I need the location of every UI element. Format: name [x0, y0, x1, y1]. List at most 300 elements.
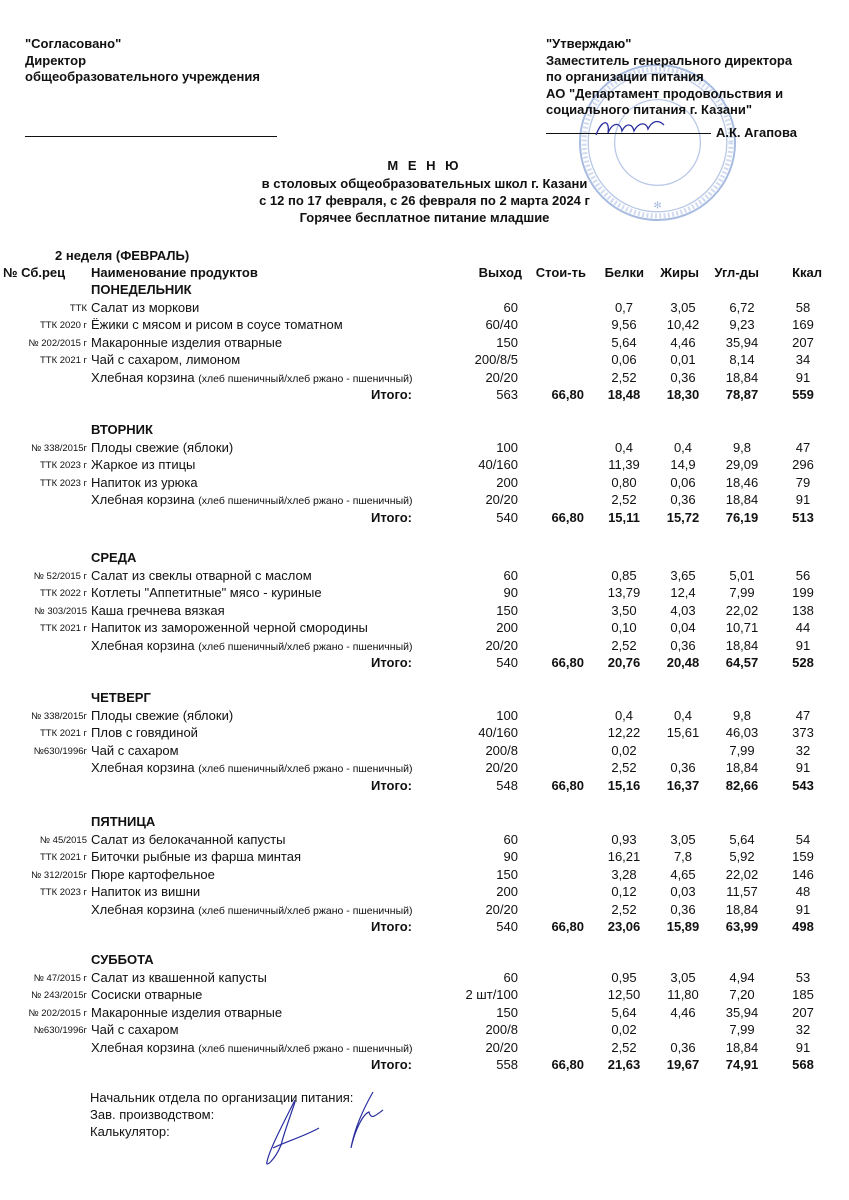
cell-output: 20/20	[485, 369, 518, 385]
dish-name	[91, 849, 301, 864]
cell-fat: 0,36	[670, 369, 696, 385]
cell-protein: 0,02	[611, 1022, 637, 1037]
cell-kcal: 169	[792, 317, 814, 332]
total-row	[0, 919, 849, 936]
cell-output: 60/40	[485, 317, 518, 332]
approval-left-org: общеобразовательного учреждения	[25, 69, 260, 84]
cell-protein: 3,28	[611, 866, 637, 882]
dish-name	[91, 475, 198, 490]
cell-fat: 10,42	[666, 317, 700, 332]
cell-kcal: 91	[795, 760, 811, 775]
recipe-code: №630/1996г	[33, 1025, 87, 1036]
cell-kcal: 199	[792, 585, 814, 600]
total-row	[0, 510, 849, 527]
dish-name	[91, 902, 412, 917]
dish-name-text: Напиток из замороженной черной смородины	[91, 620, 368, 635]
cell-output: 20/20	[485, 901, 518, 917]
cell-kcal: 32	[795, 742, 811, 758]
cell-fat: 15,61	[666, 725, 700, 740]
cell-output: 60	[503, 567, 518, 583]
cell-fat: 4,46	[670, 334, 696, 350]
cell-output: 20/20	[485, 760, 518, 775]
dish-note: (хлеб пшеничный/хлеб ржано - пшеничный)	[198, 1042, 413, 1055]
cell-output: 2 шт/100	[465, 987, 518, 1002]
cell-carbs: 18,84	[725, 637, 759, 653]
cell-carbs: 18,84	[725, 492, 759, 507]
dish-note: (хлеб пшеничный/хлеб ржано - пшеничный)	[198, 640, 413, 653]
approval-left	[25, 36, 260, 86]
approval-signer: А.К. Агапова	[716, 125, 798, 140]
dish-name	[91, 370, 412, 385]
total-cost: 66,80	[551, 1057, 584, 1072]
cell-kcal: 34	[795, 352, 811, 367]
cell-protein: 0,02	[611, 742, 637, 758]
recipe-code: №630/1996г	[33, 745, 87, 757]
cell-fat: 0,36	[670, 492, 696, 507]
dish-name	[91, 1040, 412, 1055]
cell-kcal: 53	[795, 969, 811, 985]
dish-name	[91, 440, 233, 455]
week-label: 2 неделя (ФЕВРАЛЬ)	[55, 248, 190, 263]
dish-name	[91, 743, 179, 758]
dish-name-text: Хлебная корзина	[91, 369, 199, 385]
header-cost: Стои-ть	[535, 265, 586, 280]
recipe-code: ТТК 2022 г	[39, 588, 87, 599]
cell-carbs: 18,84	[725, 369, 759, 385]
cell-fat: 0,01	[670, 352, 696, 367]
cell-protein: 13,79	[607, 585, 641, 600]
header-fat: Жиры	[660, 265, 699, 280]
header-output: Выход	[478, 265, 522, 280]
recipe-code: ТТК 2021 г	[39, 623, 87, 634]
header-carbs: Угл-ды	[714, 265, 759, 280]
cell-fat: 4,46	[670, 1004, 696, 1020]
cell-kcal: 138	[792, 602, 814, 618]
dish-name	[91, 970, 267, 985]
dish-name	[91, 317, 343, 332]
cell-kcal: 79	[795, 474, 811, 490]
table-row	[0, 352, 849, 369]
table-row	[0, 725, 849, 742]
cell-carbs: 11,57	[726, 884, 758, 899]
recipe-code: № 45/2015	[39, 834, 87, 846]
cell-carbs: 9,8	[732, 439, 752, 455]
table-row	[0, 475, 849, 492]
cell-protein: 2,52	[611, 637, 637, 653]
approval-right	[546, 36, 792, 119]
cell-protein: 0,10	[611, 620, 637, 635]
dish-name-text: Хлебная корзина	[91, 637, 199, 653]
cell-protein: 11,39	[608, 457, 640, 472]
approval-right-dept: по организации питания	[546, 69, 704, 84]
footer-calculator: Калькулятор:	[90, 1124, 170, 1139]
recipe-code: ТТК	[69, 302, 87, 314]
recipe-code: ТТК 2023 г	[39, 477, 87, 489]
subtitle-line-1: в столовых общеобразовательных школ г. Казани	[261, 176, 588, 191]
cell-output: 150	[496, 1004, 518, 1020]
total-fat: 20,48	[666, 655, 700, 670]
cell-kcal: 44	[795, 620, 811, 635]
cell-fat: 12,4	[670, 585, 696, 600]
table-row	[0, 1022, 849, 1039]
dish-name	[91, 725, 198, 740]
cell-kcal: 207	[792, 334, 814, 350]
dish-name-text: Плов с говядиной	[91, 725, 198, 740]
cell-protein: 2,52	[611, 760, 637, 775]
cell-carbs: 9,8	[732, 707, 752, 723]
cell-output: 90	[503, 585, 518, 600]
subtitle-line-2: с 12 по 17 февраля, с 26 февраля по 2 марта 2024 г	[259, 193, 590, 208]
cell-fat: 0,36	[670, 637, 696, 653]
dish-name	[91, 457, 195, 472]
table-row	[0, 492, 849, 509]
cell-kcal: 91	[795, 901, 811, 917]
day-name: ВТОРНИК	[91, 422, 153, 437]
cell-carbs: 5,64	[729, 831, 755, 847]
dish-name-text: Хлебная корзина	[91, 760, 199, 775]
dish-note: (хлеб пшеничный/хлеб ржано - пшеничный)	[198, 763, 413, 775]
cell-protein: 0,93	[611, 831, 637, 847]
cell-output: 20/20	[485, 492, 518, 507]
cell-output: 200	[496, 474, 518, 490]
recipe-code: № 312/2015г	[31, 869, 87, 881]
table-row	[0, 603, 849, 620]
dish-name	[91, 884, 200, 899]
total-label: Итого:	[371, 1057, 412, 1072]
dish-name	[91, 620, 368, 635]
table-row	[0, 832, 849, 849]
cell-protein: 0,80	[611, 474, 637, 490]
table-row	[0, 902, 849, 919]
table-row	[0, 884, 849, 901]
cell-protein: 0,12	[611, 884, 637, 899]
total-carbs: 74,91	[725, 1057, 759, 1072]
cell-protein: 0,85	[611, 567, 637, 583]
cell-output: 90	[503, 849, 518, 864]
cell-output: 200/8	[485, 742, 518, 758]
approval-left-title: "Согласовано"	[25, 36, 122, 51]
cell-kcal: 54	[795, 831, 811, 847]
document-subtitle	[0, 175, 849, 226]
dish-name	[91, 492, 412, 507]
cell-kcal: 91	[795, 637, 811, 653]
day-heading-row	[0, 282, 849, 299]
cell-carbs: 5,01	[729, 567, 755, 583]
cell-carbs: 6,72	[729, 299, 755, 315]
table-row	[0, 1040, 849, 1057]
cell-output: 20/20	[485, 1039, 518, 1055]
cell-carbs: 7,99	[729, 585, 755, 600]
cell-carbs: 35,94	[725, 1004, 759, 1020]
cell-fat: 7,8	[673, 849, 693, 864]
cell-kcal: 56	[795, 567, 811, 583]
cell-output: 100	[496, 707, 518, 723]
total-protein: 15,16	[607, 777, 641, 793]
dish-note: (хлеб пшеничный/хлеб ржано - пшеничный)	[198, 372, 413, 385]
cell-output: 20/20	[485, 637, 518, 653]
recipe-code: № 338/2015г	[31, 710, 87, 722]
cell-carbs: 22,02	[725, 602, 759, 618]
table-row	[0, 335, 849, 352]
dish-name-text: Макаронные изделия отварные	[91, 1004, 283, 1020]
dish-name-text: Сосиски отварные	[91, 987, 203, 1002]
cell-kcal: 47	[795, 707, 811, 723]
total-cost: 66,80	[551, 655, 584, 670]
dish-name	[91, 352, 240, 367]
cell-kcal: 58	[795, 299, 811, 315]
dish-name-text: Биточки рыбные из фарша минтая	[91, 849, 301, 864]
dish-name-text: Каша гречнева вязкая	[91, 602, 225, 618]
dish-name	[91, 1022, 179, 1037]
total-kcal: 568	[792, 1057, 814, 1072]
dish-name	[91, 1005, 282, 1020]
table-row	[0, 970, 849, 987]
cell-protein: 0,7	[614, 299, 634, 315]
total-cost: 66,80	[551, 387, 584, 402]
dish-name-text: Ёжики с мясом и рисом в соусе томатном	[91, 317, 343, 332]
dish-name	[91, 708, 233, 723]
cell-output: 200/8/5	[474, 352, 518, 367]
total-protein: 20,76	[607, 655, 641, 670]
approval-right-position: Заместитель генерального директора	[546, 52, 793, 68]
dish-name-text: Чай с сахаром, лимоном	[91, 352, 241, 367]
table-row	[0, 638, 849, 655]
dish-note: (хлеб пшеничный/хлеб ржано - пшеничный)	[198, 495, 413, 507]
cell-kcal: 207	[792, 1004, 814, 1020]
dish-name-text: Хлебная корзина	[91, 1039, 199, 1055]
dish-name	[91, 638, 412, 653]
total-protein: 15,11	[608, 509, 640, 525]
total-fat: 19,67	[666, 1057, 700, 1072]
dish-name-text: Салат из белокачанной капусты	[91, 831, 286, 847]
cell-protein: 16,21	[607, 849, 641, 864]
total-kcal: 498	[792, 919, 814, 934]
header-protein: Белки	[604, 265, 644, 280]
signature-icon	[592, 115, 672, 141]
header-code: № Сб.рец	[3, 265, 66, 280]
dish-name-text: Жаркое из птицы	[91, 457, 196, 472]
total-kcal: 513	[792, 509, 814, 525]
total-output: 563	[496, 387, 518, 402]
total-output: 540	[496, 655, 518, 670]
recipe-code: № 202/2015 г	[28, 337, 87, 349]
recipe-code: № 338/2015г	[31, 442, 87, 454]
cell-fat: 0,03	[670, 884, 696, 899]
dish-name-text: Напиток из вишни	[91, 884, 201, 899]
dish-name-text: Чай с сахаром	[91, 1022, 179, 1037]
cell-protein: 9,56	[611, 317, 637, 332]
recipe-code: ТТК 2023 г	[39, 460, 87, 471]
recipe-code: № 243/2015г	[31, 990, 87, 1001]
recipe-code: № 52/2015 г	[33, 570, 87, 582]
table-row	[0, 370, 849, 387]
cell-fat: 11,80	[667, 987, 699, 1002]
cell-carbs: 29,09	[725, 457, 759, 472]
table-row	[0, 300, 849, 317]
cell-output: 200	[496, 884, 518, 899]
cell-carbs: 7,20	[729, 987, 755, 1002]
total-label: Итого:	[371, 655, 412, 670]
cell-kcal: 91	[795, 1039, 811, 1055]
day-name: ПОНЕДЕЛЬНИК	[91, 282, 192, 297]
recipe-code: № 47/2015 г	[33, 972, 87, 984]
cell-fat: 0,36	[670, 901, 696, 917]
dish-name	[91, 585, 322, 600]
cell-kcal: 32	[795, 1022, 811, 1037]
day-heading-row	[0, 814, 849, 831]
cell-output: 150	[496, 334, 518, 350]
total-row	[0, 778, 849, 795]
total-label: Итого:	[371, 509, 412, 525]
cell-kcal: 47	[795, 439, 811, 455]
table-row	[0, 585, 849, 602]
total-carbs: 64,57	[725, 655, 759, 670]
cell-output: 60	[503, 299, 518, 315]
total-protein: 21,63	[607, 1057, 641, 1072]
dish-name-text: Чай с сахаром	[91, 742, 179, 758]
day-heading-row	[0, 690, 849, 707]
cell-output: 150	[496, 866, 518, 882]
total-kcal: 528	[792, 655, 814, 670]
cell-fat: 4,03	[670, 602, 696, 618]
cell-kcal: 159	[792, 849, 814, 864]
recipe-code: ТТК 2021 г	[39, 355, 87, 366]
table-row	[0, 620, 849, 637]
total-carbs: 76,19	[725, 509, 759, 525]
cell-fat: 0,4	[673, 439, 693, 455]
cell-carbs: 8,14	[729, 352, 755, 367]
total-protein: 23,06	[607, 919, 641, 934]
approval-right-org-cont: социального питания г. Казани"	[546, 102, 753, 117]
cell-carbs: 18,84	[725, 1039, 759, 1055]
cell-fat: 4,65	[670, 866, 696, 882]
total-output: 540	[496, 509, 518, 525]
cell-output: 60	[503, 969, 518, 985]
cell-protein: 0,95	[611, 969, 637, 985]
cell-protein: 12,50	[607, 987, 641, 1002]
table-row	[0, 317, 849, 334]
cell-output: 60	[503, 831, 518, 847]
cell-carbs: 18,84	[725, 901, 759, 917]
cell-carbs: 5,92	[729, 849, 755, 864]
cell-kcal: 373	[792, 725, 814, 740]
cell-protein: 2,52	[611, 492, 637, 507]
dish-name-text: Макаронные изделия отварные	[91, 334, 283, 350]
day-name: ЧЕТВЕРГ	[91, 690, 151, 705]
svg-text:✻: ✻	[653, 200, 662, 212]
cell-fat: 14,9	[670, 457, 696, 472]
table-row	[0, 987, 849, 1004]
cell-fat: 0,36	[670, 1039, 696, 1055]
dish-name-text: Плоды свежие (яблоки)	[91, 439, 234, 455]
cell-kcal: 146	[792, 866, 814, 882]
cell-carbs: 9,23	[729, 317, 755, 332]
cell-carbs: 46,03	[725, 725, 759, 740]
approval-left-position: Директор	[25, 52, 87, 68]
cell-protein: 3,50	[611, 602, 637, 618]
cell-protein: 5,64	[611, 334, 637, 350]
table-header	[0, 265, 849, 282]
dish-name-text: Напиток из урюка	[91, 474, 198, 490]
cell-carbs: 35,94	[725, 334, 759, 350]
footer-head-of-dept: Начальник отдела по организации питания:	[90, 1090, 354, 1105]
cell-carbs: 7,99	[729, 742, 755, 758]
cell-output: 200/8	[485, 1022, 518, 1037]
recipe-code: ТТК 2020 г	[39, 320, 87, 331]
total-carbs: 63,99	[725, 919, 759, 934]
cell-protein: 2,52	[611, 369, 637, 385]
table-row	[0, 457, 849, 474]
dish-name-text: Салат из моркови	[91, 299, 200, 315]
subtitle-line-3: Горячее бесплатное питание младшие	[299, 210, 550, 225]
cell-fat: 3,05	[670, 969, 696, 985]
total-label: Итого:	[371, 919, 412, 934]
dish-note: (хлеб пшеничный/хлеб ржано - пшеничный)	[198, 904, 413, 917]
cell-carbs: 18,46	[725, 474, 759, 490]
table-row	[0, 440, 849, 457]
cell-carbs: 7,99	[729, 1022, 755, 1037]
dish-name-text: Плоды свежие (яблоки)	[91, 707, 234, 723]
table-row	[0, 1005, 849, 1022]
day-heading-row	[0, 550, 849, 567]
recipe-code: ТТК 2023 г	[39, 887, 87, 898]
cell-protein: 2,52	[611, 1039, 637, 1055]
dish-name	[91, 760, 412, 775]
total-row	[0, 655, 849, 672]
cell-output: 40/160	[478, 725, 518, 740]
total-output: 540	[496, 919, 518, 934]
cell-output: 40/160	[478, 457, 518, 472]
recipe-code: ТТК 2021 г	[39, 852, 87, 863]
total-label: Итого:	[371, 777, 412, 793]
table-row	[0, 743, 849, 760]
cell-fat: 3,05	[670, 299, 696, 315]
total-cost: 66,80	[551, 509, 584, 525]
day-heading-row	[0, 422, 849, 439]
dish-name-text: Хлебная корзина	[91, 901, 199, 917]
dish-name	[91, 987, 202, 1002]
cell-fat: 0,04	[670, 620, 696, 635]
cell-kcal: 91	[795, 492, 811, 507]
dish-name-text: Салат из квашенной капусты	[91, 969, 267, 985]
total-cost: 66,80	[551, 919, 584, 934]
total-kcal: 543	[792, 777, 814, 793]
table-row	[0, 760, 849, 777]
cell-protein: 12,22	[607, 725, 641, 740]
total-protein: 18,48	[607, 387, 641, 402]
cell-output: 100	[496, 439, 518, 455]
total-row	[0, 1057, 849, 1074]
dish-name	[91, 335, 282, 350]
dish-name	[91, 603, 225, 618]
dish-name	[91, 300, 199, 315]
total-cost: 66,80	[551, 777, 584, 793]
cell-protein: 0,4	[614, 707, 634, 723]
cell-carbs: 22,02	[725, 866, 759, 882]
cell-kcal: 185	[792, 987, 814, 1002]
total-output: 548	[496, 777, 518, 793]
cell-output: 150	[496, 602, 518, 618]
dish-name-text: Салат из свеклы отварной с маслом	[91, 567, 312, 583]
recipe-code: № 202/2015 г	[28, 1007, 87, 1019]
cell-kcal: 48	[795, 884, 811, 899]
table-row	[0, 568, 849, 585]
dish-name-text: Хлебная корзина	[91, 492, 199, 507]
day-name: СУББОТА	[91, 952, 154, 967]
cell-protein: 0,4	[614, 439, 634, 455]
cell-fat: 3,05	[670, 831, 696, 847]
signature-icon	[255, 1090, 385, 1170]
